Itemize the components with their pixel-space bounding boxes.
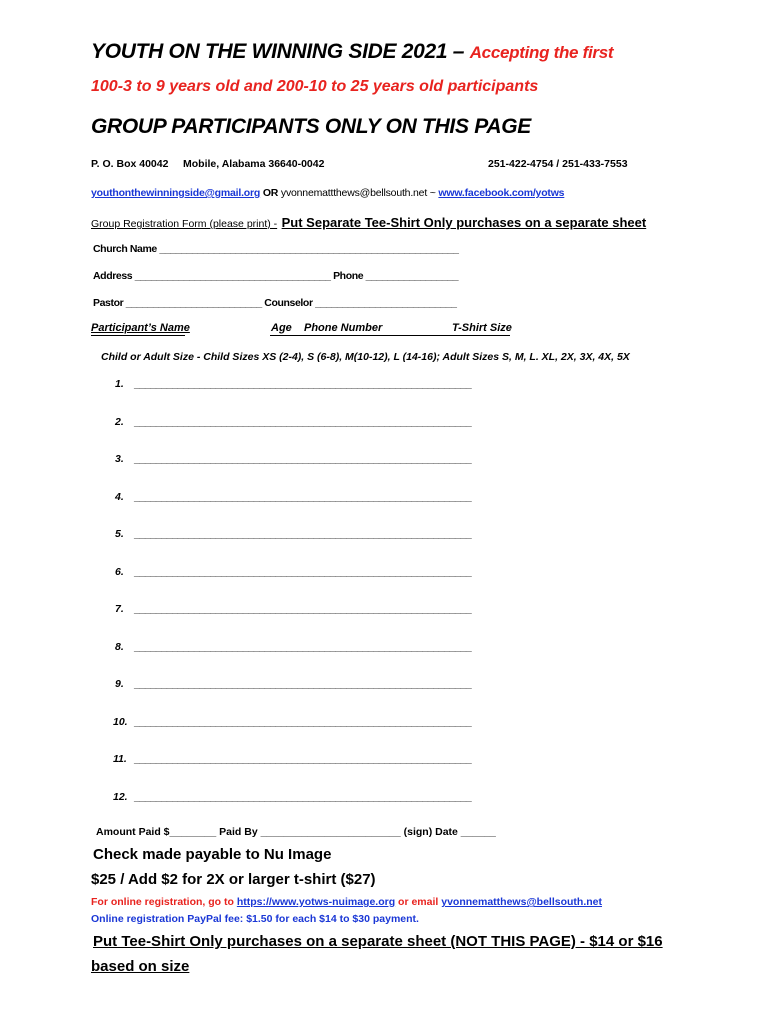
paypal-fee: Online registration PayPal fee: $1.50 for each $14 to $30 payment. (91, 913, 419, 925)
title-accepting: Accepting the first (469, 43, 614, 62)
teeshirt-note-line1: Put Tee-Shirt Only purchases on a separate sheet (NOT THIS PAGE) - $14 or $16 (93, 933, 663, 950)
amount-paid-line[interactable]: Amount Paid $________ Paid By ________________________ (sign) Date ______ (96, 826, 496, 838)
po-box: P. O. Box 40042 (91, 158, 169, 170)
participant-entry-line[interactable]: ______________________________________________________________ (134, 603, 472, 615)
email-link-gmail[interactable]: youthonthewinningside@gmail.org (91, 187, 261, 199)
row-number: 2. (115, 416, 124, 428)
online-prefix: For online registration, go to (91, 896, 234, 908)
participant-entry-line[interactable]: ______________________________________________________________ (134, 678, 472, 690)
participant-entry-line[interactable]: ______________________________________________________________ (134, 378, 472, 390)
row-number: 6. (115, 566, 124, 578)
participant-entry-line[interactable]: ______________________________________________________________ (134, 716, 472, 728)
row-number: 1. (115, 378, 124, 390)
teeshirt-note-line2: based on size (91, 958, 190, 975)
participant-entry-line[interactable]: ______________________________________________________________ (134, 416, 472, 428)
row-number: 3. (115, 453, 124, 465)
participant-entry-line[interactable]: ______________________________________________________________ (134, 791, 472, 803)
row-number: 4. (115, 491, 124, 503)
col-tshirt-size: T-Shirt Size (452, 322, 512, 334)
registration-note: Put Separate Tee-Shirt Only purchases on a separate sheet (281, 215, 647, 230)
row-number: 7. (115, 603, 124, 615)
facebook-link[interactable]: www.facebook.com/yotws (438, 187, 565, 199)
city-address: Mobile, Alabama 36640-0042 (183, 158, 325, 170)
document-title (91, 40, 613, 64)
row-number: 11. (113, 753, 127, 765)
online-url-link[interactable]: https://www.yotws-nuimage.org (236, 896, 396, 908)
col-name-underline (91, 335, 185, 336)
online-registration-line (91, 896, 602, 908)
check-payable: Check made payable to Nu Image (93, 846, 332, 863)
email-bellsouth: yvonnemattthews@bellsouth.net ~ (280, 187, 436, 199)
participant-entry-line[interactable]: ______________________________________________________________ (134, 641, 472, 653)
subtitle-age-groups: 100-3 to 9 years old and 200-10 to 25 years old participants (91, 78, 539, 95)
address-phone-field[interactable]: Address ____________________________________ Phone _________________ (93, 270, 459, 282)
col-participant-name: Participant’s Name (91, 322, 190, 334)
participant-entry-line[interactable]: ______________________________________________________________ (134, 566, 472, 578)
phone-numbers: 251-422-4754 / 251-433-7553 (488, 158, 628, 170)
row-number: 12. (113, 791, 128, 803)
row-number: 9. (115, 678, 124, 690)
row-number: 5. (115, 528, 124, 540)
participant-entry-line[interactable]: ______________________________________________________________ (134, 528, 472, 540)
registration-line (91, 214, 646, 232)
col-age: Age (271, 322, 292, 334)
col-phone-number: Phone Number (304, 322, 383, 334)
online-email-link[interactable]: yvonnematthews@bellsouth.net (441, 896, 603, 908)
group-heading: GROUP PARTICIPANTS ONLY ON THIS PAGE (91, 115, 531, 138)
participant-entry-line[interactable]: ______________________________________________________________ (134, 453, 472, 465)
col-underline (270, 335, 510, 336)
contact-line (91, 187, 564, 199)
online-mid: or email (398, 896, 439, 908)
size-note: Child or Adult Size - Child Sizes XS (2-4), S (6-8), M(10-12), L (14-16); Adult Sizes S, M, L. XL, 2X, 3X, 4X, 5X (101, 351, 630, 363)
pastor-counselor-field[interactable]: Pastor _________________________ Counselor __________________________ (93, 297, 457, 309)
row-number: 10. (113, 716, 128, 728)
participant-entry-line[interactable]: ______________________________________________________________ (134, 491, 472, 503)
or-text: OR (262, 187, 279, 199)
participant-entry-line[interactable]: ______________________________________________________________ (134, 753, 472, 765)
title-main: YOUTH ON THE WINNING SIDE 2021 – (91, 40, 465, 63)
registration-label: Group Registration Form (please print) - (91, 218, 278, 230)
church-name-field[interactable]: Church Name _______________________________________________________ (93, 243, 459, 255)
row-number: 8. (115, 641, 124, 653)
price-info: $25 / Add $2 for 2X or larger t-shirt ($27) (91, 871, 376, 888)
